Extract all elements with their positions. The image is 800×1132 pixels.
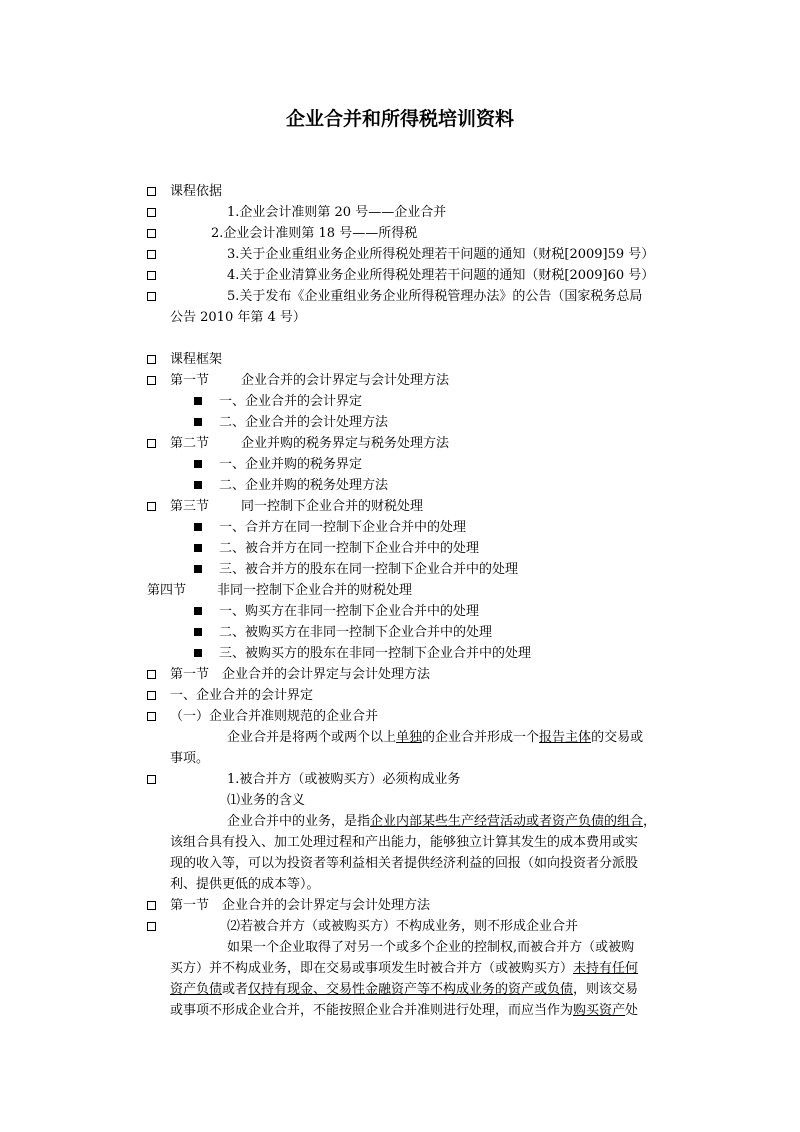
control-line-2: [170, 959, 638, 979]
section-1-sub-2: 二、企业合并的会计处理方法: [219, 415, 389, 430]
control-line-3: [170, 980, 638, 1000]
body-part-1-1: （一）企业合并准则规范的企业合并: [170, 709, 379, 724]
section-4-sub-1: 一、购买方在非同一控制下企业合并中的处理: [219, 604, 480, 619]
bullet-icon: [194, 628, 202, 636]
section-2-label: 第二节: [170, 436, 210, 451]
bullet-icon: [194, 481, 202, 489]
point-1-sub: ⑴业务的含义: [227, 793, 306, 808]
business-line-3: 现的收入等，可以为投资者等利益相关者提供经济利益的回报（如向投资者分派股: [170, 856, 639, 871]
underlined-term: 报告主体: [539, 730, 592, 745]
underlined-term: 单独: [396, 730, 423, 745]
basis-item-4: 4.关于企业清算业务企业所得税处理若干问题的通知（财税[2009]60 号）: [227, 268, 655, 283]
underlined-term: 仅持有现金、交易性金融资产等不构成业务的资产或负债: [248, 982, 574, 997]
basis-item-5-cont: 公告 2010 年第 4 号）: [170, 310, 306, 325]
control-line-1: 如果一个企业取得了对另一个或多个企业的控制权,而被合并方（或被购: [227, 940, 635, 955]
checkbox-icon: [147, 250, 156, 259]
section-4-label: 第四节: [147, 583, 187, 598]
checkbox-icon: [147, 292, 156, 301]
checkbox-icon: [147, 922, 156, 931]
bullet-icon: [194, 418, 202, 426]
section-3-sub-2: 二、被合并方在同一控制下企业合并中的处理: [219, 541, 480, 556]
underlined-term: 未持有任何: [573, 961, 639, 976]
section-2-sub-1: 一、企业并购的税务界定: [219, 457, 363, 472]
section-2-sub-2: 二、企业并购的税务处理方法: [219, 478, 389, 493]
checkbox-icon: [147, 208, 156, 217]
bullet-icon: [194, 397, 202, 405]
section-3-sub-3: 三、被合并方的股东在同一控制下企业合并中的处理: [219, 562, 519, 577]
control-line-4: [170, 1001, 638, 1021]
underlined-term: 购买资产: [573, 1003, 626, 1018]
checkbox-icon: [147, 670, 156, 679]
section-1-sub-1: 一、企业合并的会计界定: [219, 394, 363, 409]
business-text: ，: [643, 814, 657, 829]
bullet-icon: [194, 649, 202, 657]
checkbox-icon: [147, 691, 156, 700]
basis-heading: 课程依据: [170, 184, 223, 199]
point-1: 1.被合并方（或被购买方）必须构成业务: [227, 772, 461, 787]
section-4-sub-2: 二、被购买方在非同一控制下企业合并中的处理: [219, 625, 493, 640]
bullet-icon: [194, 565, 202, 573]
basis-item-1: 1.企业会计准则第 20 号——企业合并: [227, 205, 447, 220]
checkbox-icon: [147, 775, 156, 784]
business-line-2: 该组合具有投入、加工处理过程和产出能力，能够独立计算其发生的成本费用或实: [170, 835, 639, 850]
body-part-1: 一、企业合并的会计界定: [170, 688, 314, 703]
underlined-term: 企业内部某些生产经营活动或者资产负债的组合: [370, 814, 644, 829]
business-text: 企业合并中的业务，是指: [227, 814, 371, 829]
control-text: 处: [625, 1003, 639, 1018]
section-4-title: 非同一控制下企业合并的财税处理: [217, 583, 413, 598]
control-text: 买方）并不构成业务，即在交易或事项发生时被合并方（或被购买方）: [170, 961, 574, 976]
section-1-label: 第一节: [170, 373, 210, 388]
section-4-sub-3: 三、被购买方的股东在非同一控制下企业合并中的处理: [219, 646, 532, 661]
checkbox-icon: [147, 355, 156, 364]
section-3-label: 第三节: [170, 499, 210, 514]
control-text: 或者: [222, 982, 249, 997]
basis-item-5: 5.关于发布《企业重组业务企业所得税管理办法》的公告（国家税务总局: [227, 289, 643, 304]
control-text: 或事项不形成企业合并，不能按照企业合并准则进行处理，而应当作为: [170, 1003, 574, 1018]
bullet-icon: [194, 460, 202, 468]
bullet-icon: [194, 523, 202, 531]
checkbox-icon: [147, 712, 156, 721]
definition-text: 的交易或: [591, 730, 644, 745]
section-1-title: 企业合并的会计界定与会计处理方法: [241, 373, 450, 388]
definition-line-2: 事项。: [170, 751, 210, 766]
checkbox-icon: [147, 187, 156, 196]
body-section-heading: 第一节 企业合并的会计界定与会计处理方法: [170, 667, 431, 682]
section-3-sub-1: 一、合并方在同一控制下企业合并中的处理: [219, 520, 467, 535]
section-2-title: 企业并购的税务界定与税务处理方法: [241, 436, 450, 451]
section-3-title: 同一控制下企业合并的财税处理: [241, 499, 424, 514]
basis-item-3: 3.关于企业重组业务企业所得税处理若干问题的通知（财税[2009]59 号）: [227, 247, 655, 262]
basis-item-2: 2.企业会计准则第 18 号——所得税: [211, 226, 418, 241]
definition-text: 的企业合并形成一个: [422, 730, 540, 745]
page-title: 企业合并和所得税培训资料: [285, 108, 514, 130]
framework-heading: 课程框架: [170, 352, 223, 367]
checkbox-icon: [147, 502, 156, 511]
point-2: ⑵若被合并方（或被购买方）不构成业务，则不形成企业合并: [227, 919, 579, 934]
underlined-term: 资产负债: [170, 982, 223, 997]
bullet-icon: [194, 544, 202, 552]
definition-text: 企业合并是将两个或两个以上: [227, 730, 397, 745]
checkbox-icon: [147, 901, 156, 910]
checkbox-icon: [147, 376, 156, 385]
checkbox-icon: [147, 439, 156, 448]
checkbox-icon: [147, 271, 156, 280]
bullet-icon: [194, 607, 202, 615]
body-section-heading-2: 第一节 企业合并的会计界定与会计处理方法: [170, 898, 431, 913]
business-line-4: 利、提供更低的成本等）。: [170, 877, 320, 892]
checkbox-icon: [147, 229, 156, 238]
business-line-1: [227, 812, 656, 832]
control-text: ，则该交易: [573, 982, 639, 997]
definition-line-1: [227, 728, 643, 748]
